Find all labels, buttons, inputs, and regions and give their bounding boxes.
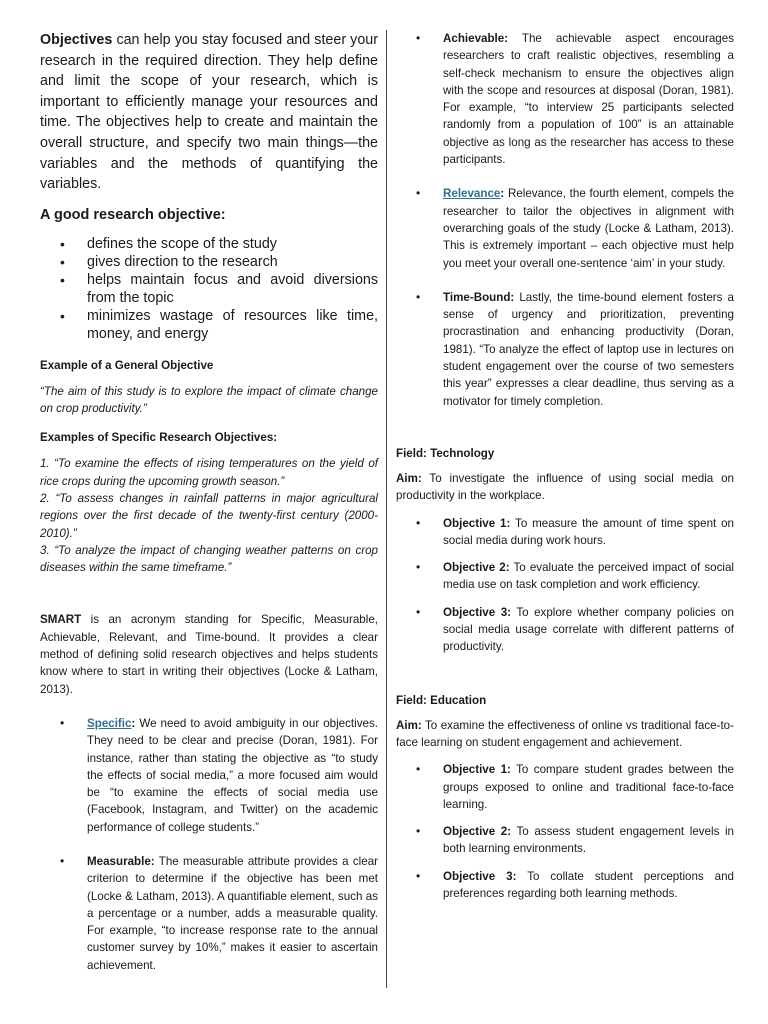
smart-item-achievable <box>396 30 734 168</box>
relevance-body: Relevance, the fourth element, compels the researcher to tailor the objectives in alignment with overarching goals of the study (Locke & Latham, 2013). This is extremely important – each objective must help you meet your overall one-sentence ‘aim’ in your study. <box>443 187 734 270</box>
objective-label: Objective 3: <box>443 869 517 883</box>
objective-label: Objective 3: <box>443 605 512 619</box>
objective-text: To compare student grades between the groups exposed to online and traditional face-to-face learning. <box>443 763 734 811</box>
objective-label: Objective 2: <box>443 825 512 839</box>
general-objective-heading: Example of a General Objective <box>40 358 214 372</box>
objective-label: Objective 1: <box>443 763 511 777</box>
relevance-link[interactable]: Relevance <box>443 187 501 201</box>
intro-text: can help you stay focused and steer your research in the required direction. They help define and limit the scope of your research, which is important to efficiently manage your resources and time. The objectives help to create and maintain the overall structure, and specify two main things—the variables and the methods of quantifying the variables. <box>40 32 378 193</box>
specific-objectives-heading: Examples of Specific Research Objectives: <box>40 431 278 445</box>
good-objective-heading: A good research objective: <box>40 206 226 223</box>
smart-bold: SMART <box>40 613 82 627</box>
objective-text: To measure the amount of time spent on social media during work hours. <box>443 516 735 547</box>
list-item <box>396 761 734 813</box>
smart-text: is an acronym standing for Specific, Measurable, Achievable, Relevant, and Time-bound. It provides a clear method of defining solid research objectives and helps students know where to start in writing their objectives (Locke & Latham, 2013). <box>40 613 379 696</box>
intro-bold: Objectives <box>40 32 113 48</box>
objective-label: Objective 1: <box>443 516 511 530</box>
list-item: 3. “To analyze the impact of changing weather patterns on crop diseases within the same timeframe.” <box>40 543 378 575</box>
list-item <box>396 604 734 656</box>
column-divider <box>386 30 387 988</box>
objective-label: Objective 2: <box>443 561 510 575</box>
education-heading: Field: Education <box>396 693 487 707</box>
aim-text: To investigate the influence of using social media on productivity in the workplace. <box>396 471 734 503</box>
aim-text: To examine the effectiveness of online vs traditional face-to-face learning on student engagement and achievement. <box>396 718 734 749</box>
general-objective-example: “The aim of this study is to explore the impact of climate change on crop productivity.” <box>40 384 378 416</box>
aim-label: Aim: <box>396 718 422 732</box>
achievable-body: The achievable aspect encourages researchers to craft realistic objectives, resembling a self-check mechanism to ensure the objectives align with the scope and resources at disposal (Doran, 1981). For example, “to interview 25 participants selected randomly from a population of 100” is an attainable objective as long as the researcher has access to these participants. <box>443 32 734 167</box>
list-item: • defines the scope of the study <box>40 235 378 253</box>
list-item <box>396 515 734 550</box>
specific-body: We need to avoid ambiguity in our objectives. They need to be clear and precise (Doran, 1981). For instance, rather than stating the objective as “to study the effects of social media,” a more focused aim would be “to examine the effects of social media use (Facebook, Instagram, and Twitter) on the academic performance of college students.” <box>87 716 378 834</box>
smart-item-relevance: • Relevance: Relevance, the fourth element, compels the researcher to tailor the objectives in alignment with overarching goals of the study (Locke & Latham, 2013). This is extremely important – each objective must help you meet your overall one-sentence ‘aim’ in your study. <box>396 185 734 271</box>
achievable-label: Achievable: <box>443 32 509 45</box>
smart-list-right <box>396 30 734 410</box>
timebound-label: Time-Bound: <box>443 290 515 304</box>
technology-heading: Field: Technology <box>396 446 495 460</box>
objective-text: To assess student engagement levels in both learning environments. <box>443 825 735 856</box>
objective-text: To evaluate the perceived impact of social media use on task completion and work efficiency. <box>443 561 734 592</box>
smart-list-left <box>40 715 378 974</box>
right-column <box>396 30 734 902</box>
list-item: • helps maintain focus and avoid diversions from the topic <box>40 271 378 307</box>
list-item <box>396 559 734 594</box>
objective-text: To explore whether company policies on social media usage correlate with different patterns of productivity. <box>443 605 734 654</box>
smart-item-specific: • Specific: We need to avoid ambiguity in our objectives. They need to be clear and precise (Doran, 1981). For instance, rather than stating the objective as “to study the effects of social media,” a more focused aim would be “to examine the effects of social media use (Facebook, Instagram, and Twitter) on the academic performance of college students.” <box>40 715 378 836</box>
aim-label: Aim: <box>396 471 422 485</box>
smart-paragraph <box>40 611 378 697</box>
list-item: • gives direction to the research <box>40 253 378 271</box>
intro-paragraph <box>40 30 378 195</box>
list-item: • minimizes wastage of resources like time, money, and energy <box>40 307 378 343</box>
left-column <box>40 30 378 974</box>
specific-objectives-examples <box>40 455 378 576</box>
list-item <box>396 823 734 858</box>
list-item <box>396 868 734 903</box>
measurable-label: Measurable: <box>87 854 155 868</box>
measurable-body: The measurable attribute provides a clear criterion to determine if the objective has been met (Locke & Latham, 2013). A quantifiable element, such as a percentage or a number, adds a measurable quality. For example, “to increase response rate to the annual customer survey by 10%,” makes it easier to ascertain achievement. <box>87 854 378 972</box>
technology-aim <box>396 470 734 505</box>
technology-objectives <box>396 515 734 656</box>
smart-item-measurable <box>40 853 378 974</box>
objective-text: To collate student perceptions and preferences regarding both learning methods. <box>443 869 734 900</box>
education-objectives <box>396 761 734 902</box>
list-item: 2. “To assess changes in rainfall patterns in major agricultural regions over the first decade of the twenty-first century (2000-2010).” <box>40 491 378 540</box>
specific-link[interactable]: Specific <box>87 716 132 730</box>
good-objective-list <box>40 235 378 343</box>
education-aim <box>396 717 734 752</box>
list-item: 1. “To examine the effects of rising temperatures on the yield of rice crops during the upcoming growth season.” <box>40 457 378 488</box>
timebound-body: Lastly, the time-bound element fosters a sense of urgency and prioritization, preventing procrastination and enhancing productivity (Doran, 1981). “To analyze the effect of laptop use in lectures on student engagement over the course of two semesters this year” expresses a clear deadline, thus serving as a motivator for timely completion. <box>443 290 734 408</box>
smart-item-timebound <box>396 289 734 410</box>
